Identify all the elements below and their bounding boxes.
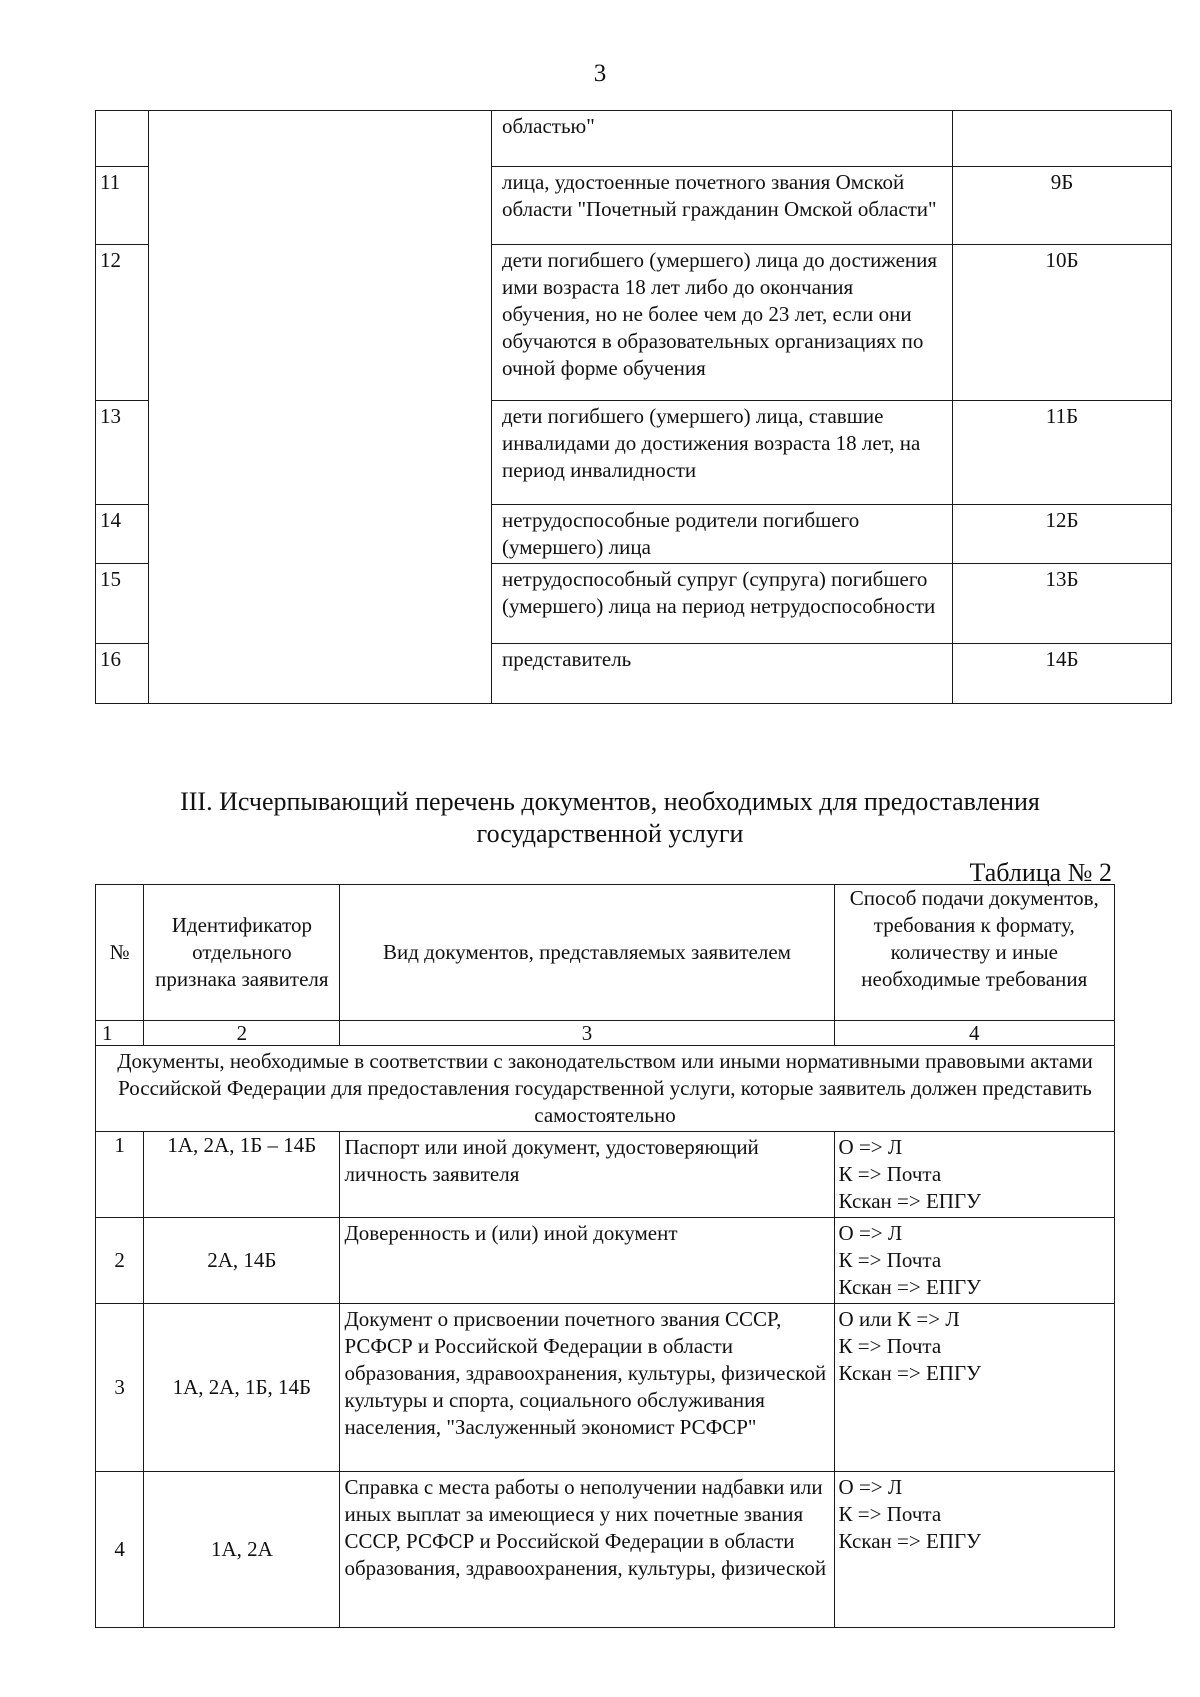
row-number: 11 (96, 167, 149, 245)
category-code: 11Б (953, 401, 1172, 505)
document-type: Справка с места работы о неполучении надбавки или иных выплат за имеющиеся у них почетные звания СССР, РСФСР и Российской Федерации в области образования, здравоохранения, культуры, физической (340, 1472, 834, 1628)
category-code: 13Б (953, 564, 1172, 644)
submission-method-line: Кскан => ЕПГУ (838, 1361, 981, 1385)
category-text: нетрудоспособный супруг (супруга) погибшего (умершего) лица на период нетрудоспособности (492, 564, 953, 644)
group-title-row (96, 1046, 1115, 1132)
table-row (96, 1304, 1115, 1472)
category-code: 10Б (953, 245, 1172, 401)
submission-method-line: О => Л (838, 1135, 903, 1159)
category-text: областью" (492, 111, 953, 167)
category-text: дети погибшего (умершего) лица, ставшие инвалидами до достижения возраста 18 лет, на период инвалидности (492, 401, 953, 505)
row-number: 3 (96, 1304, 144, 1472)
section-heading: III. Исчерпывающий перечень документов, необходимых для предоставления государственной услуги (180, 787, 1040, 848)
column-numbers-row (96, 1021, 1115, 1046)
page-number: 3 (593, 60, 607, 87)
header-num: № (96, 885, 144, 1021)
header-identifier: Идентификатор отдельного признака заявителя (144, 885, 340, 1021)
submission-method-line: О => Л (838, 1475, 903, 1499)
header-documents: Вид документов, представляемых заявителем (340, 885, 834, 1021)
submission-method-line: О или К => Л (838, 1307, 960, 1331)
submission-method (834, 1132, 1114, 1218)
submission-method-line: К => Почта (838, 1162, 942, 1186)
submission-method (834, 1472, 1114, 1628)
category-text: нетрудоспособные родители погибшего (умершего) лица (492, 505, 953, 564)
submission-method-line: К => Почта (838, 1502, 942, 1526)
category-code (953, 111, 1172, 167)
category-code: 9Б (953, 167, 1172, 245)
document-type: Документ о присвоении почетного звания СССР, РСФСР и Российской Федерации в области образования, здравоохранения, культуры, физической культуры и спорта, социального обслуживания населения, "Заслуженный экономист РСФСР" (340, 1304, 834, 1472)
column-number: 1 (96, 1021, 144, 1046)
submission-method-line: О => Л (838, 1221, 903, 1245)
row-number: 13 (96, 401, 149, 505)
category-text: дети погибшего (умершего) лица до достижения ими возраста 18 лет либо до окончания обучения, но не более чем до 23 лет, если они обучаются в образовательных организациях по очной форме обучения (492, 245, 953, 401)
table-row (96, 1472, 1115, 1628)
column-number: 2 (144, 1021, 340, 1046)
applicant-identifier: 1А, 2А, 1Б – 14Б (144, 1132, 340, 1218)
header-method: Способ подачи документов, требования к формату, количеству и иные необходимые требования (834, 885, 1114, 1021)
document-type: Паспорт или иной документ, удостоверяющий личность заявителя (340, 1132, 834, 1218)
row-number (96, 111, 149, 167)
category-text: представитель (492, 644, 953, 704)
category-code: 12Б (953, 505, 1172, 564)
submission-method (834, 1218, 1114, 1304)
applicant-identifier: 1А, 2А (144, 1472, 340, 1628)
table-caption: Таблица № 2 (969, 858, 1112, 887)
row-number: 12 (96, 245, 149, 401)
submission-method-line: К => Почта (838, 1248, 942, 1272)
group-title: Документы, необходимые в соответствии с законодательством или иными нормативными правовыми актами Российской Федерации для предоставления государственной услуги, которые заявитель должен представить самостоятельно (96, 1046, 1115, 1132)
blank-cell (149, 111, 492, 704)
row-number: 4 (96, 1472, 144, 1628)
category-text: лица, удостоенные почетного звания Омской области "Почетный гражданин Омской области" (492, 167, 953, 245)
category-code: 14Б (953, 644, 1172, 704)
submission-method-line: Кскан => ЕПГУ (838, 1529, 981, 1553)
table-row (96, 111, 1172, 167)
table-row (96, 1132, 1115, 1218)
table-row (96, 1218, 1115, 1304)
row-number: 14 (96, 505, 149, 564)
row-number: 1 (96, 1132, 144, 1218)
applicant-categories-table (95, 110, 1172, 704)
row-number: 2 (96, 1218, 144, 1304)
column-number: 3 (340, 1021, 834, 1046)
submission-method-line: Кскан => ЕПГУ (838, 1189, 981, 1213)
row-number: 16 (96, 644, 149, 704)
submission-method-line: Кскан => ЕПГУ (838, 1275, 981, 1299)
submission-method (834, 1304, 1114, 1472)
submission-method-line: К => Почта (838, 1334, 942, 1358)
column-number: 4 (834, 1021, 1114, 1046)
applicant-identifier: 1А, 2А, 1Б, 14Б (144, 1304, 340, 1472)
document-type: Доверенность и (или) иной документ (340, 1218, 834, 1304)
table-header-row (96, 885, 1115, 1021)
documents-table (95, 884, 1115, 1628)
row-number: 15 (96, 564, 149, 644)
applicant-identifier: 2А, 14Б (144, 1218, 340, 1304)
